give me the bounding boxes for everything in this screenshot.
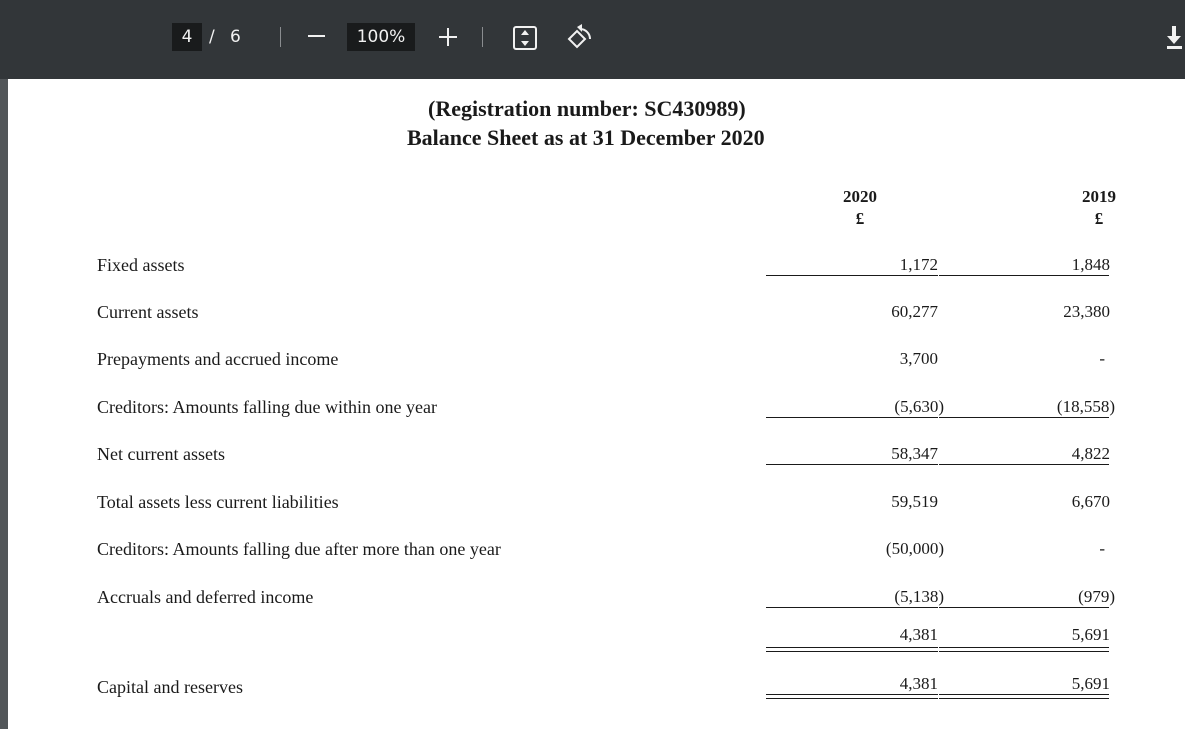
minus-icon [308, 35, 325, 37]
zoom-out-button[interactable] [303, 22, 329, 50]
row-label-net-current-assets: Net current assets [97, 444, 225, 464]
download-icon [1164, 24, 1185, 50]
value-2020: 1,172 [899, 255, 938, 274]
column-currency-2020: £ [855, 209, 865, 228]
double-underline [939, 698, 1109, 699]
page-separator: / [209, 27, 215, 47]
double-underline [766, 694, 938, 695]
underline [766, 275, 938, 276]
page-number-input[interactable]: 4 [172, 23, 202, 51]
row-label-fixed-assets: Fixed assets [97, 255, 185, 275]
value-2020: 3,700 [899, 349, 938, 368]
value-2020: (50,000) [885, 539, 944, 558]
balance-sheet-title: Balance Sheet as at 31 December 2020 [407, 125, 765, 150]
double-underline [766, 651, 938, 652]
column-year-2019: 2019 [1082, 187, 1116, 206]
underline [939, 607, 1109, 608]
toolbar-divider [482, 27, 483, 47]
double-underline [939, 694, 1109, 695]
value-2019: (979) [1078, 587, 1115, 606]
row-label-accruals: Accruals and deferred income [97, 587, 314, 607]
value-2019: 5,691 [1071, 625, 1110, 644]
double-underline [939, 651, 1109, 652]
row-label-creditors-within-year: Creditors: Amounts falling due within one year [97, 397, 437, 417]
row-label-creditors-after-year: Creditors: Amounts falling due after more than one year [97, 539, 501, 559]
value-2020: (5,138) [894, 587, 944, 606]
zoom-level-input[interactable]: 100% [347, 23, 415, 51]
toolbar-divider [280, 27, 281, 47]
row-label-capital-and-reserves: Capital and reserves [97, 677, 243, 697]
column-year-2020: 2020 [843, 187, 877, 206]
value-2020: 59,519 [891, 492, 938, 511]
double-underline [939, 647, 1109, 648]
underline [939, 464, 1109, 465]
value-2019: 5,691 [1071, 674, 1110, 693]
zoom-in-button[interactable] [434, 22, 462, 52]
value-2019: 23,380 [1063, 302, 1110, 321]
value-2019: 6,670 [1071, 492, 1110, 511]
pdf-toolbar [0, 0, 1185, 79]
underline [766, 464, 938, 465]
value-2019: - [1099, 539, 1105, 558]
value-2019: - [1099, 349, 1105, 368]
underline [766, 417, 938, 418]
underline [939, 417, 1109, 418]
value-2019: (18,558) [1056, 397, 1115, 416]
value-2019: 4,822 [1071, 444, 1110, 463]
row-label-total-assets-less-liabilities: Total assets less current liabilities [97, 492, 339, 512]
fit-to-page-button[interactable] [511, 25, 539, 51]
underline [939, 275, 1109, 276]
rotate-button[interactable] [563, 22, 595, 54]
download-button[interactable] [1164, 24, 1185, 50]
value-2020: 60,277 [891, 302, 938, 321]
fit-to-page-icon [511, 25, 539, 51]
row-label-current-assets: Current assets [97, 302, 199, 322]
value-2020: 4,381 [899, 625, 938, 644]
value-2020: 58,347 [891, 444, 938, 463]
page-total: 6 [230, 27, 241, 47]
pdf-page [8, 79, 1185, 729]
value-2020: 4,381 [899, 674, 938, 693]
column-currency-2019: £ [1094, 209, 1104, 228]
rotate-icon [563, 22, 595, 54]
row-label-prepayments: Prepayments and accrued income [97, 349, 339, 369]
double-underline [766, 698, 938, 699]
double-underline [766, 647, 938, 648]
underline [766, 607, 938, 608]
value-2020: (5,630) [894, 397, 944, 416]
registration-number: (Registration number: SC430989) [428, 96, 746, 121]
value-2019: 1,848 [1071, 255, 1110, 274]
